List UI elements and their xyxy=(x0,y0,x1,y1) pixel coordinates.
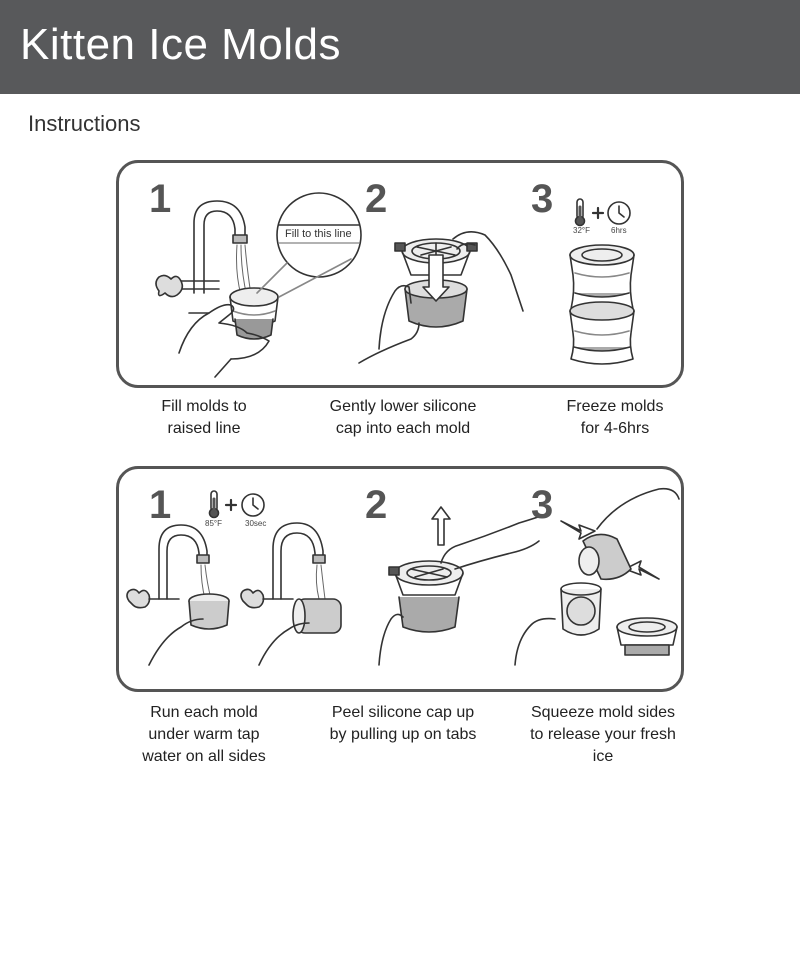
release-instructions-panel xyxy=(116,466,684,692)
step-number: 1 xyxy=(149,483,172,527)
plus-icon xyxy=(593,208,603,218)
plus-icon xyxy=(226,500,236,510)
mold-icon xyxy=(561,534,677,655)
page-header xyxy=(0,0,800,94)
page-title: Kitten Ice Molds xyxy=(20,20,342,69)
freeze-instructions-panel xyxy=(116,160,684,388)
temperature-label: 85°F xyxy=(205,519,222,528)
mold-icon xyxy=(230,288,278,339)
arrow-icon xyxy=(432,507,450,545)
temperature-label: 32°F xyxy=(573,226,590,235)
mold-icon xyxy=(389,561,463,632)
thermometer-icon xyxy=(576,199,585,226)
step-caption: Gently lower silicone cap into each mold xyxy=(329,398,477,437)
step-caption: Run each mold under warm tap water on all sides xyxy=(142,704,266,765)
mold-icon xyxy=(189,594,341,633)
step-caption: Peel silicone cap up by pulling up on tabs xyxy=(329,704,477,743)
thermometer-icon xyxy=(210,491,219,518)
mold-icon xyxy=(570,245,634,364)
step-number: 3 xyxy=(531,177,554,221)
step-caption: Squeeze mold sides to release your fresh ice xyxy=(530,704,676,765)
duration-label: 6hrs xyxy=(611,226,627,235)
step-number: 3 xyxy=(531,483,554,527)
section-subtitle: Instructions xyxy=(28,111,141,136)
duration-label: 30sec xyxy=(245,519,267,528)
clock-icon xyxy=(242,494,264,516)
fill-line-label: Fill to this line xyxy=(285,228,352,240)
step-number: 2 xyxy=(365,483,388,527)
freeze-illustrations xyxy=(119,163,681,385)
step-number: 2 xyxy=(365,177,388,221)
step-caption: Fill molds to raised line xyxy=(161,398,247,437)
faucet-icon xyxy=(241,523,325,608)
release-illustrations xyxy=(119,469,681,689)
step-caption: Freeze molds for 4-6hrs xyxy=(566,398,664,437)
hand-icon xyxy=(379,513,549,665)
step-number: 1 xyxy=(149,177,172,221)
hand-icon xyxy=(149,619,309,665)
clock-icon xyxy=(608,202,630,224)
magnifier-callout xyxy=(257,193,361,297)
